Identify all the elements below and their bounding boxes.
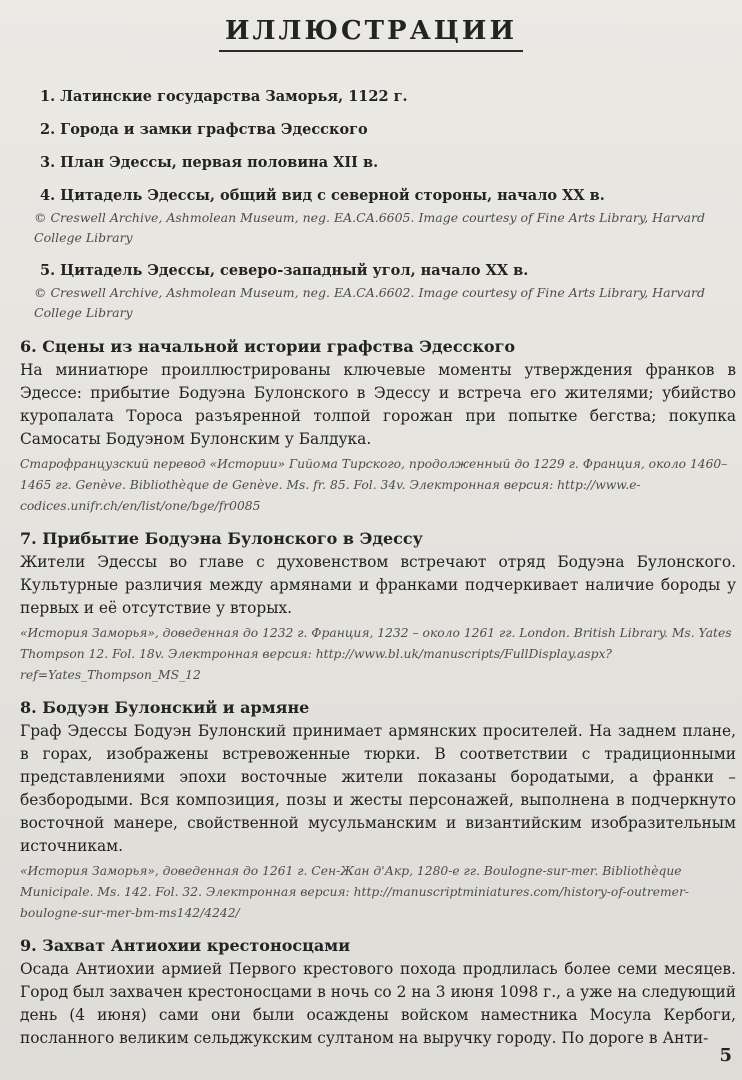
item-title: 4. Цитадель Эдессы, общий вид с северной стороны, начало XX в. <box>40 187 605 204</box>
item-source: Старофранцузский перевод «Истории» Гийома Тирского, продолженный до 1229 г. Франция, около 1460–1465 гг. Genève. Bibliothèque de Genève. Ms. fr. 85. Fol. 34v. Электронная версия: http://www.e-codices.unifr.ch/en/list/one/bge/fr0085 <box>20 457 728 513</box>
illustrations-list <box>20 86 736 1060</box>
page-title: ИЛЛЮСТРАЦИИ <box>219 16 523 52</box>
item-description: Осада Антиохии армией Первого крестового похода продлилась более семи месяцев. Город был захвачен крестоносцами в ночь со 2 на 3 июня 1098 г., а уже на следующий день (4 июня) сами они были осаждены войском наместника Мосула Кербоги, посланного великим сельджукским султаном на выручку городу. По дороге в Анти- <box>20 960 736 1047</box>
list-item <box>20 696 736 924</box>
page-heading <box>0 16 742 52</box>
item-source: «История Заморья», доведенная до 1261 г. Сен-Жан д'Акр, 1280-е гг. Boulogne-sur-mer. Bibliothèque Municipale. Ms. 142. Fol. 32. Электронная версия: http://manuscriptminiatures.com/history-of-outremer-boulogne-sur-mer-bm-ms142/4242/ <box>20 864 689 920</box>
item-title: 9. Захват Антиохии крестоносцами <box>20 936 351 955</box>
list-item <box>20 152 736 173</box>
page-number: 5 <box>719 1045 732 1066</box>
list-item <box>20 527 736 686</box>
item-description: Жители Эдессы во главе с духовенством встречают отряд Бодуэна Булонского. Культурные различия между армянами и франками подчеркивает наличие бороды у первых и её отсутствие у вторых. <box>20 553 736 617</box>
item-title: 2. Города и замки графства Эдесского <box>40 121 368 138</box>
item-title: 8. Бодуэн Булонский и армяне <box>20 698 310 717</box>
item-source: © Creswell Archive, Ashmolean Museum, neg. EA.CA.6605. Image courtesy of Fine Arts Library, Harvard College Library <box>34 210 705 245</box>
item-title: 7. Прибытие Бодуэна Булонского в Эдессу <box>20 529 423 548</box>
item-title: 3. План Эдессы, первая половина XII в. <box>40 154 379 171</box>
item-source: © Creswell Archive, Ashmolean Museum, neg. EA.CA.6602. Image courtesy of Fine Arts Library, Harvard College Library <box>34 285 705 320</box>
list-item <box>20 335 736 517</box>
item-source: «История Заморья», доведенная до 1232 г. Франция, 1232 – около 1261 гг. London. British Library. Ms. Yates Thompson 12. Fol. 18v. Электронная версия: http://www.bl.uk/manuscripts/FullDisplay.aspx?ref=Yates_Thompson_MS_12 <box>20 626 732 682</box>
list-item <box>20 86 736 107</box>
item-title: 6. Сцены из начальной истории графства Эдесского <box>20 337 516 356</box>
list-item <box>20 260 736 323</box>
list-item <box>20 119 736 140</box>
item-title: 1. Латинские государства Заморья, 1122 г. <box>40 88 408 105</box>
item-description: Граф Эдессы Бодуэн Булонский принимает армянских просителей. На заднем плане, в горах, изображены встревоженные тюрки. В соответствии с традиционными представлениями эпохи восточные жители показаны бородатыми, а франки – безбородыми. Вся композиция, позы и жесты персонажей, выполнена в подчеркнуто восточной манере, свойственной мусульманским и византийским изобразительным источникам. <box>20 722 736 855</box>
item-title: 5. Цитадель Эдессы, северо-западный угол, начало XX в. <box>40 262 529 279</box>
item-description: На миниатюре проиллюстрированы ключевые моменты утверждения франков в Эдессе: прибытие Бодуэна Булонского в Эдессу и встреча его жителями; убийство куропалата Тороса разъяренной толпой горожан при попытке бегства; покупка Самосаты Бодуэном Булонским у Балдука. <box>20 361 736 448</box>
list-item <box>20 934 736 1050</box>
list-item <box>20 185 736 248</box>
